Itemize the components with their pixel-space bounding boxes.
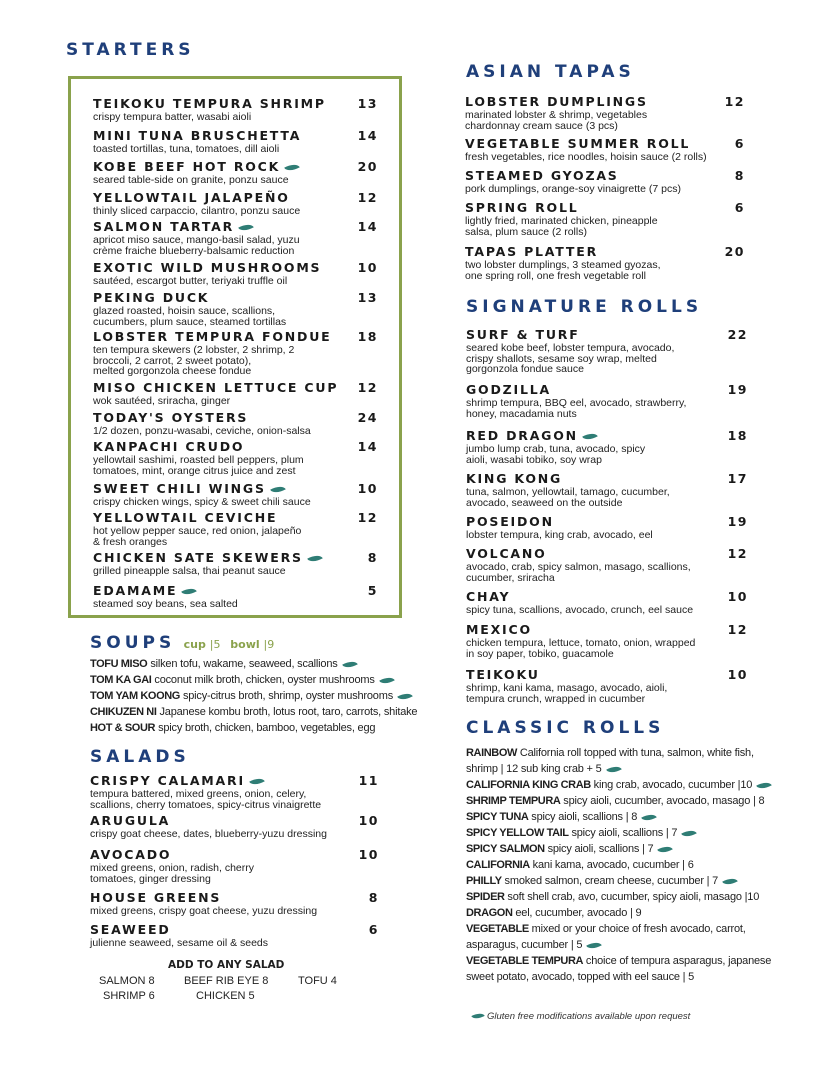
soups-bowl-price: |9 [263, 638, 275, 651]
item-description: seared table-side on granite, ponzu sauce [93, 174, 289, 186]
item-name: TEIKOKU TEMPURA SHRIMP [93, 96, 326, 111]
item-price: 14 [357, 219, 378, 234]
roll-name: CALIFORNIA [466, 859, 530, 871]
menu-item [93, 481, 311, 508]
item-description: toasted tortillas, tuna, tomatoes, dill aioli [93, 143, 280, 155]
item-price: 10 [358, 847, 379, 862]
item-description: seared kobe beef, lobster tempura, avocado, crispy shallots, sesame soy wrap, melted gorgonzola fondue sauce [466, 342, 675, 375]
menu-item [93, 260, 321, 287]
soup-item [90, 720, 417, 736]
item-name: SPRING ROLL [465, 200, 579, 215]
roll-description: spicy aioli, scallions | 8 [528, 811, 638, 823]
item-name: SEAWEED [90, 922, 171, 937]
item-description: julienne seaweed, sesame oil & seeds [90, 937, 269, 949]
starters-heading: STARTERS [66, 40, 195, 60]
item-name: TODAY'S OYSTERS [93, 410, 249, 425]
leaf-icon [397, 690, 413, 703]
item-name: STEAMED GYOZAS [465, 168, 619, 183]
item-description: jumbo lump crab, tuna, avocado, spicy aioli, wasabi tobiko, soy wrap [466, 443, 646, 466]
roll-name: SHRIMP TEMPURA [466, 795, 561, 807]
item-price: 22 [727, 327, 748, 342]
item-price: 6 [368, 922, 379, 937]
menu-item [466, 382, 686, 419]
addon-tofu: TOFU 4 [298, 975, 337, 987]
item-price: 13 [357, 290, 378, 305]
roll-name: DRAGON [466, 907, 513, 919]
roll-description: sweet potato, avocado, topped with eel sauce | 5 [466, 971, 695, 983]
menu-item [466, 514, 653, 541]
roll-description: spicy aioli, scallions | 7 [568, 827, 678, 839]
leaf-icon [249, 775, 265, 788]
classic-roll-line [466, 761, 771, 777]
roll-description: soft shell crab, avo, cucumber, spicy aioli, masago |10 [504, 891, 760, 903]
item-description: spicy tuna, scallions, avocado, crunch, eel sauce [466, 604, 694, 616]
soups-header [90, 633, 274, 653]
soup-item [90, 704, 417, 720]
classic-roll-line [466, 889, 771, 905]
item-description: shrimp, kani kama, masago, avocado, aioli, tempura crunch, wrapped in cucumber [466, 682, 668, 705]
classic-roll-line [466, 857, 771, 873]
roll-description: asparagus, cucumber | 5 [466, 939, 583, 951]
item-name: RED DRAGON [466, 428, 578, 443]
menu-item [93, 329, 331, 377]
item-name: YELLOWTAIL CEVICHE [93, 510, 278, 525]
menu-item [466, 471, 670, 508]
item-name: MINI TUNA BRUSCHETTA [93, 128, 302, 143]
item-price: 12 [357, 510, 378, 525]
menu-item [93, 380, 338, 407]
leaf-icon [586, 939, 602, 952]
soups-list [90, 656, 417, 736]
roll-name: CALIFORNIA KING CRAB [466, 779, 591, 791]
roll-name: SPIDER [466, 891, 505, 903]
menu-item [466, 428, 645, 465]
menu-item [90, 813, 327, 840]
roll-description: smoked salmon, cream cheese, cucumber | 7 [501, 875, 719, 887]
item-description: 1/2 dozen, ponzu-wasabi, ceviche, onion-salsa [93, 425, 311, 437]
menu-item [93, 159, 299, 186]
item-price: 17 [727, 471, 748, 486]
item-price: 20 [357, 159, 378, 174]
item-price: 10 [727, 667, 748, 682]
item-price: 12 [727, 546, 748, 561]
soup-name: TOM YAM KOONG [90, 690, 180, 702]
item-name: EDAMAME [93, 583, 178, 598]
soup-description: Japanese kombu broth, lotus root, taro, carrots, shitake [159, 706, 418, 718]
addon-chicken: CHICKEN 5 [196, 990, 255, 1002]
roll-name: VEGETABLE [466, 923, 529, 935]
roll-description: mixed or your choice of fresh avocado, carrot, [528, 923, 746, 935]
menu-item [93, 550, 322, 577]
item-name: ARUGULA [90, 813, 171, 828]
item-name: CRISPY CALAMARI [90, 773, 245, 788]
item-description: wok sautéed, sriracha, ginger [93, 395, 231, 407]
classic-roll-line [466, 953, 771, 969]
roll-description: California roll topped with tuna, salmon, white fish, [516, 747, 754, 759]
roll-name: PHILLY [466, 875, 502, 887]
classic-rolls-heading: CLASSIC ROLLS [466, 718, 665, 738]
item-name: SALMON TARTAR [93, 219, 235, 234]
item-description: tuna, salmon, yellowtail, tamago, cucumber, avocado, seaweed on the outside [466, 486, 670, 509]
item-description: grilled pineapple salsa, thai peanut sauce [93, 565, 286, 577]
menu-item [90, 847, 254, 884]
leaf-icon [284, 161, 300, 174]
item-price: 13 [357, 96, 378, 111]
roll-name: SPICY YELLOW TAIL [466, 827, 569, 839]
item-name: MEXICO [466, 622, 532, 637]
item-description: apricot miso sauce, mango-basil salad, yuzu crème fraiche blueberry-balsamic reduction [93, 234, 300, 257]
menu-item [93, 410, 311, 437]
menu-item [90, 890, 317, 917]
item-price: 18 [357, 329, 378, 344]
menu-item [465, 136, 707, 163]
menu-item [465, 94, 648, 131]
item-price: 10 [727, 589, 748, 604]
addon-salmon: SALMON 8 [99, 975, 155, 987]
item-price: 19 [727, 514, 748, 529]
item-name: KANPACHI CRUDO [93, 439, 245, 454]
item-name: GODZILLA [466, 382, 551, 397]
item-name: AVOCADO [90, 847, 172, 862]
leaf-icon [582, 430, 598, 443]
menu-item [93, 219, 300, 256]
item-description: lobster tempura, king crab, avocado, eel [466, 529, 653, 541]
roll-description: eel, cucumber, avocado | 9 [512, 907, 642, 919]
item-price: 14 [357, 128, 378, 143]
item-name: LOBSTER DUMPLINGS [465, 94, 648, 109]
item-name: LOBSTER TEMPURA FONDUE [93, 329, 332, 344]
classic-roll-line [466, 937, 771, 953]
soups-heading: SOUPS [90, 633, 176, 653]
item-description: shrimp tempura, BBQ eel, avocado, strawberry, honey, macadamia nuts [466, 397, 687, 420]
item-price: 8 [367, 550, 378, 565]
menu-item [90, 922, 268, 949]
item-name: CHICKEN SATE SKEWERS [93, 550, 303, 565]
leaf-icon [270, 483, 286, 496]
leaf-icon [379, 674, 395, 687]
item-name: SWEET CHILI WINGS [93, 481, 266, 496]
item-description: crispy goat cheese, dates, blueberry-yuzu dressing [90, 828, 327, 840]
item-description: mixed greens, crispy goat cheese, yuzu dressing [90, 905, 318, 917]
item-description: steamed soy beans, sea salted [93, 598, 238, 610]
item-price: 12 [357, 190, 378, 205]
item-price: 10 [358, 813, 379, 828]
menu-item [465, 168, 681, 195]
roll-description: shrimp | 12 sub king crab + 5 [466, 763, 602, 775]
item-price: 24 [357, 410, 378, 425]
asian-tapas-heading: ASIAN TAPAS [466, 62, 635, 82]
item-description: ten tempura skewers (2 lobster, 2 shrimp, 2 broccoli, 2 carrot, 2 sweet potato), melted gorgonzola cheese fondue [93, 344, 295, 377]
item-price: 20 [724, 244, 745, 259]
classic-roll-line [466, 921, 771, 937]
soup-item [90, 672, 417, 688]
menu-item [93, 290, 286, 327]
menu-item [466, 589, 693, 616]
item-name: PEKING DUCK [93, 290, 210, 305]
roll-description: kani kama, avocado, cucumber | 6 [529, 859, 694, 871]
soups-cup-price: |5 [209, 638, 221, 651]
menu-item [466, 667, 667, 704]
item-description: yellowtail sashimi, roasted bell peppers, plum tomatoes, mint, orange citrus juice and zest [93, 454, 304, 477]
item-name: TAPAS PLATTER [465, 244, 599, 259]
item-price: 18 [727, 428, 748, 443]
roll-description: spicy aioli, cucumber, avocado, masago | 8 [560, 795, 765, 807]
item-description: pork dumplings, orange-soy vinaigrette (7 pcs) [465, 183, 681, 195]
menu-item [90, 773, 321, 810]
item-description: tempura battered, mixed greens, onion, celery, scallions, cherry tomatoes, spicy-citrus vinaigrette [90, 788, 322, 811]
roll-name: RAINBOW [466, 747, 517, 759]
item-description: thinly sliced carpaccio, cilantro, ponzu sauce [93, 205, 301, 217]
roll-description: choice of tempura asparagus, japanese [583, 955, 772, 967]
menu-item [93, 190, 300, 217]
classic-roll-line [466, 873, 771, 889]
item-description: glazed roasted, hoisin sauce, scallions, cucumbers, plum sauce, steamed tortillas [93, 305, 287, 328]
leaf-icon [238, 221, 254, 234]
salads-heading: SALADS [90, 747, 190, 767]
item-name: KING KONG [466, 471, 563, 486]
roll-name: SPICY SALMON [466, 843, 545, 855]
roll-name: SPICY TUNA [466, 811, 529, 823]
item-description: marinated lobster & shrimp, vegetables chardonnay cream sauce (3 pcs) [465, 109, 648, 132]
item-price: 6 [734, 136, 745, 151]
addon-shrimp: SHRIMP 6 [103, 990, 155, 1002]
item-price: 8 [368, 890, 379, 905]
item-price: 8 [734, 168, 745, 183]
leaf-icon [756, 779, 772, 792]
item-name: CHAY [466, 589, 511, 604]
addon-title: ADD TO ANY SALAD [168, 959, 285, 971]
item-description: chicken tempura, lettuce, tomato, onion, wrapped in soy paper, tobiko, guacamole [466, 637, 696, 660]
menu-item [465, 244, 661, 281]
menu-item [93, 96, 326, 123]
soups-cup-label: cup [183, 638, 206, 651]
item-description: fresh vegetables, rice noodles, hoisin sauce (2 rolls) [465, 151, 707, 163]
item-price: 11 [358, 773, 379, 788]
item-description: crispy tempura batter, wasabi aioli [93, 111, 252, 123]
item-price: 14 [357, 439, 378, 454]
classic-roll-line [466, 969, 771, 985]
item-price: 10 [357, 260, 378, 275]
item-description: avocado, crab, spicy salmon, masago, scallions, cucumber, sriracha [466, 561, 691, 584]
menu-item [93, 439, 304, 476]
classic-roll-line [466, 745, 771, 761]
menu-item [466, 546, 691, 583]
item-description: two lobster dumplings, 3 steamed gyozas, one spring roll, one fresh vegetable roll [465, 259, 661, 282]
item-name: TEIKOKU [466, 667, 540, 682]
soup-item [90, 688, 417, 704]
item-price: 10 [357, 481, 378, 496]
soup-description: spicy-citrus broth, shrimp, oyster mushrooms [182, 690, 393, 702]
leaf-icon [342, 658, 358, 671]
item-description: hot yellow pepper sauce, red onion, jalapeño & fresh oranges [93, 525, 302, 548]
item-name: HOUSE GREENS [90, 890, 222, 905]
item-name: MISO CHICKEN LETTUCE CUP [93, 380, 339, 395]
menu-item [93, 583, 238, 610]
item-name: VEGETABLE SUMMER ROLL [465, 136, 691, 151]
menu-item [466, 327, 674, 375]
soups-bowl-label: bowl [230, 638, 260, 651]
soup-description: silken tofu, wakame, seaweed, scallions [150, 658, 338, 670]
leaf-icon [181, 585, 197, 598]
leaf-icon [471, 1011, 484, 1022]
soup-description: spicy broth, chicken, bamboo, vegetables, egg [158, 722, 376, 734]
item-name: KOBE BEEF HOT ROCK [93, 159, 281, 174]
roll-name: VEGETABLE TEMPURA [466, 955, 584, 967]
item-price: 19 [727, 382, 748, 397]
leaf-icon [307, 552, 323, 565]
leaf-icon [641, 811, 657, 824]
item-name: VOLCANO [466, 546, 547, 561]
classic-roll-line [466, 777, 771, 793]
leaf-icon [606, 763, 622, 776]
classic-roll-line [466, 825, 771, 841]
item-description: lightly fried, marinated chicken, pineapple salsa, plum sauce (2 rolls) [465, 215, 658, 238]
soup-name: TOFU MISO [90, 658, 148, 670]
leaf-icon [722, 875, 738, 888]
soup-name: TOM KA GAI [90, 674, 152, 686]
soup-description: coconut milk broth, chicken, oyster mushrooms [154, 674, 375, 686]
item-name: SURF & TURF [466, 327, 580, 342]
item-description: crispy chicken wings, spicy & sweet chili sauce [93, 496, 311, 508]
menu-item [466, 622, 695, 659]
item-price: 12 [727, 622, 748, 637]
classic-roll-line [466, 809, 771, 825]
item-price: 5 [367, 583, 378, 598]
item-name: EXOTIC WILD MUSHROOMS [93, 260, 322, 275]
signature-rolls-heading: SIGNATURE ROLLS [466, 297, 703, 317]
item-description: mixed greens, onion, radish, cherry tomatoes, ginger dressing [90, 862, 254, 885]
item-price: 6 [734, 200, 745, 215]
leaf-icon [682, 827, 698, 840]
menu-item [93, 128, 301, 155]
item-price: 12 [724, 94, 745, 109]
item-description: sautéed, escargot butter, teriyaki truffle oil [93, 275, 288, 287]
footnote-text: Gluten free modifications available upon request [487, 1011, 691, 1022]
roll-description: spicy aioli, scallions | 7 [544, 843, 654, 855]
item-price: 12 [357, 380, 378, 395]
leaf-icon [658, 843, 674, 856]
soup-name: CHIKUZEN NI [90, 706, 157, 718]
item-name: YELLOWTAIL JALAPEÑO [93, 190, 290, 205]
soup-item [90, 656, 417, 672]
item-name: POSEIDON [466, 514, 554, 529]
classic-roll-line [466, 905, 771, 921]
gluten-free-footnote [472, 1011, 690, 1022]
classic-roll-line [466, 841, 771, 857]
roll-description: king crab, avocado, cucumber |10 [590, 779, 753, 791]
menu-item [93, 510, 301, 547]
classic-roll-line [466, 793, 771, 809]
soup-name: HOT & SOUR [90, 722, 156, 734]
classic-rolls-list [466, 745, 771, 985]
menu-item [465, 200, 658, 237]
addon-beef: BEEF RIB EYE 8 [184, 975, 269, 987]
